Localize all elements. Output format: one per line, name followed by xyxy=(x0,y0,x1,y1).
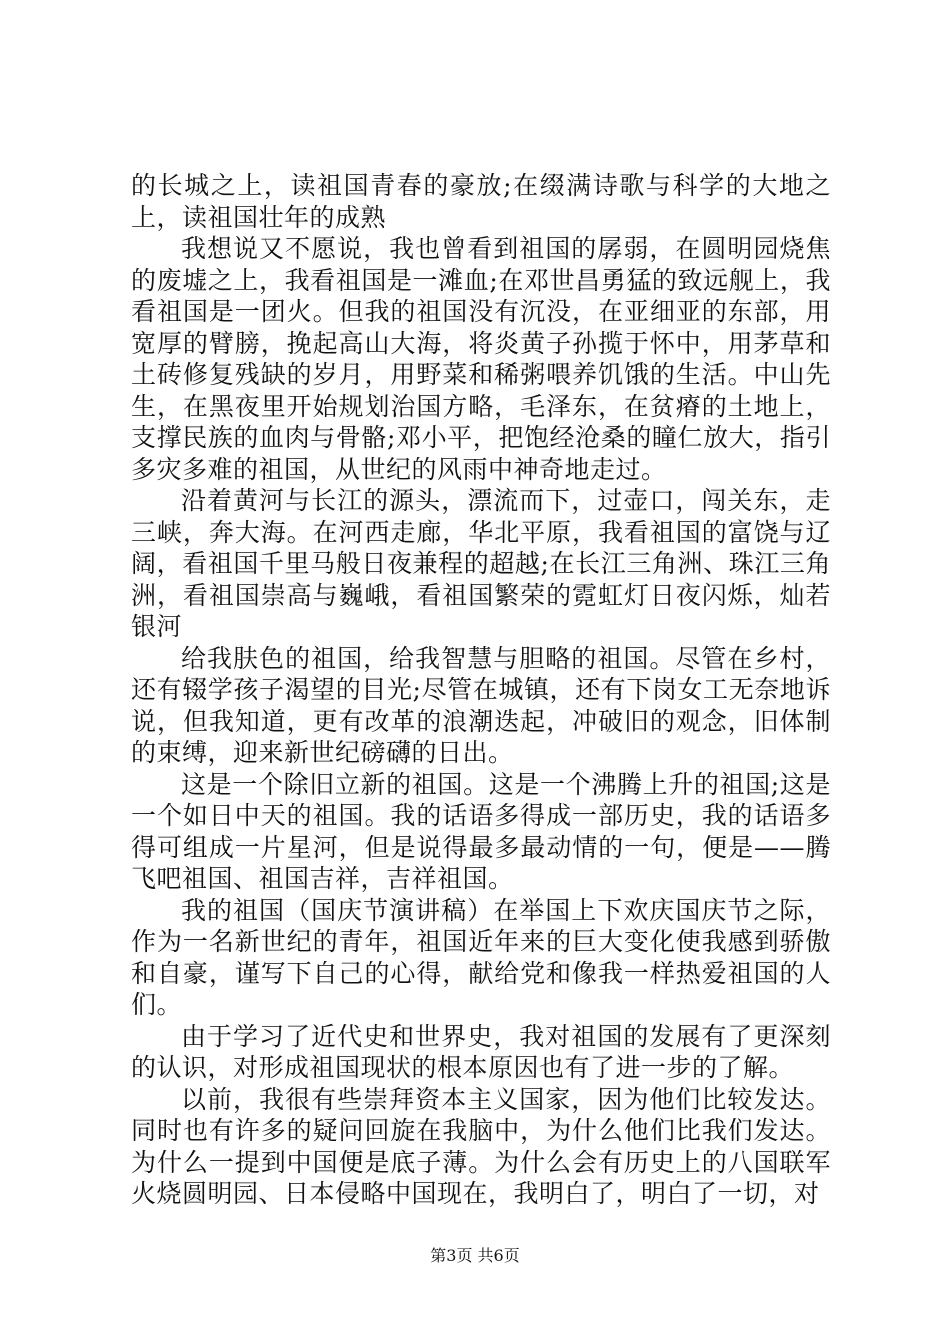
paragraph-6: 我的祖国（国庆节演讲稿）在举国上下欢庆国庆节之际，作为一名新世纪的青年，祖国近年来的巨大变化使我感到骄傲和自豪，谨写下自己的心得，献给党和像我一样热爱祖国的人们。 xyxy=(131,895,831,1019)
page-number: 第3页 共6页 xyxy=(430,1246,520,1265)
paragraph-5: 这是一个除旧立新的祖国。这是一个沸腾上升的祖国;这是一个如日中天的祖国。我的话语多得成一部历史，我的话语多得可组成一片星河，但是说得最多最动情的一句，便是——腾飞吧祖国、祖国吉祥，吉祥祖国。 xyxy=(131,769,831,893)
paragraph-3: 沿着黄河与长江的源头，漂流而下，过壶口，闯关东，走三峡，奔大海。在河西走廊，华北平原，我看祖国的富饶与辽阔，看祖国千里马般日夜兼程的超越;在长江三角洲、珠江三角洲，看祖国崇高与巍峨，看祖国繁荣的霓虹灯日夜闪烁，灿若银河 xyxy=(131,486,831,641)
document-body xyxy=(131,170,831,1210)
paragraph-7: 由于学习了近代史和世界史，我对祖国的发展有了更深刻的认识，对形成祖国现状的根本原因也有了进一步的了解。 xyxy=(131,1021,831,1082)
paragraph-1: 的长城之上，读祖国青春的豪放;在缀满诗歌与科学的大地之上，读祖国壮年的成熟 xyxy=(131,171,831,232)
paragraph-2: 我想说又不愿说，我也曾看到祖国的孱弱，在圆明园烧焦的废墟之上，我看祖国是一滩血;在邓世昌勇猛的致远舰上，我看祖国是一团火。但我的祖国没有沉没，在亚细亚的东部，用宽厚的臂膀，挽起高山大海，将炎黄子孙揽于怀中，用茅草和土砖修复残缺的岁月，用野菜和稀粥喂养饥饿的生活。中山先生，在黑夜里开始规划治国方略，毛泽东，在贫瘠的土地上，支撑民族的血肉与骨骼;邓小平，把饱经沧桑的瞳仁放大，指引多灾多难的祖国，从世纪的风雨中神奇地走过。 xyxy=(131,234,831,484)
paragraph-8: 以前，我很有些崇拜资本主义国家，因为他们比较发达。同时也有许多的疑问回旋在我脑中，为什么他们比我们发达。为什么一提到中国便是底子薄。为什么会有历史上的八国联军火烧圆明园、日本侵略中国现在，我明白了，明白了一切，对 xyxy=(131,1084,831,1208)
page-footer xyxy=(0,1243,950,1266)
paragraph-4: 给我肤色的祖国，给我智慧与胆略的祖国。尽管在乡村，还有辍学孩子渴望的目光;尽管在城镇，还有下岗女工无奈地诉说，但我知道，更有改革的浪潮迭起，冲破旧的观念，旧体制的束缚，迎来新世纪磅礴的日出。 xyxy=(131,643,831,767)
